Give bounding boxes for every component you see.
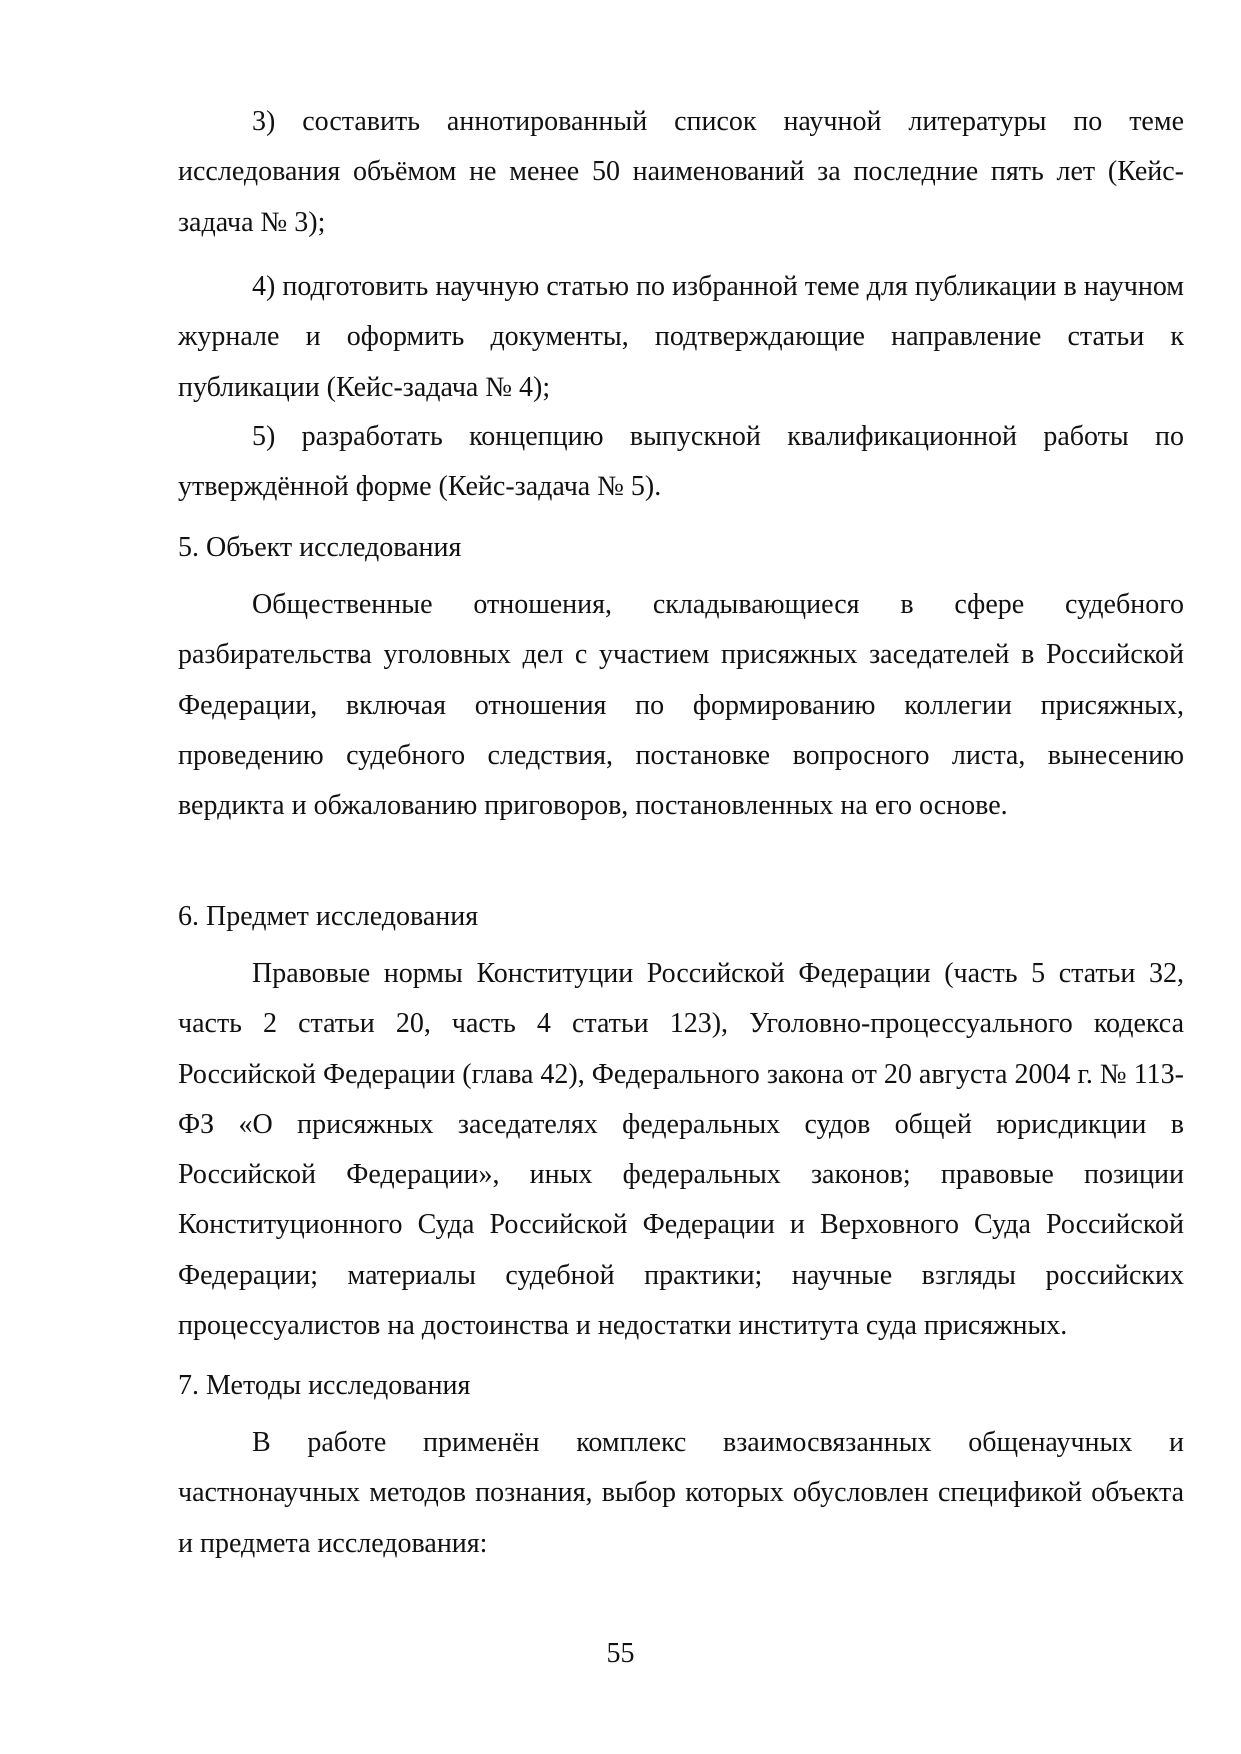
paragraph-case-4: 4) подготовить научную статью по избранной теме для публикации в научном журнале и оформить документы, подтверждающие направление статьи к публикации (Кейс-задача № 4); [178,271,1184,403]
section-methods-heading: 7. Методы исследования [178,1370,471,1401]
paragraph-case-5: 5) разработать концепцию выпускной квалификационной работы по утверждённой форме (Кейс-задача № 5). [178,421,1184,503]
section-methods-text: В работе применён комплекс взаимосвязанных общенаучных и частнонаучных методов познания, выбор которых обусловлен спецификой объекта и предмета исследования: [178,1427,1184,1559]
section-object-heading: 5. Объект исследования [178,532,462,563]
section-object-text: Общественные отношения, складывающиеся в сфере судебного разбирательства уголовных дел с участием присяжных заседателей в Российской Федерации, включая отношения по формированию коллегии присяжных, проведению судебного следствия, постановке вопросного листа, вынесению вердикта и обжалованию приговоров, постановленных на его основе. [178,589,1184,822]
section-subject-text: Правовые нормы Конституции Российской Федерации (часть 5 статьи 32, часть 2 статьи 20, часть 4 статьи 123), Уголовно-процессуального кодекса Российской Федерации (глава 42), Федерального закона от 20 августа 2004 г. № 113-ФЗ «О присяжных заседателях федеральных судов общей юрисдикции в Российской Федерации», иных федеральных законов; правовые позиции Конституционного Суда Российской Федерации и Верховного Суда Российской Федерации; материалы судебной практики; научные взгляды российских процессуалистов на достоинства и недостатки института суда присяжных. [178,958,1184,1342]
paragraph-case-3: 3) составить аннотированный список научной литературы по теме исследования объёмом не менее 50 наименований за последние пять лет (Кейс-задача № 3); [178,106,1184,238]
section-subject-heading: 6. Предмет исследования [178,901,479,932]
page-number: 55 [606,1638,635,1669]
